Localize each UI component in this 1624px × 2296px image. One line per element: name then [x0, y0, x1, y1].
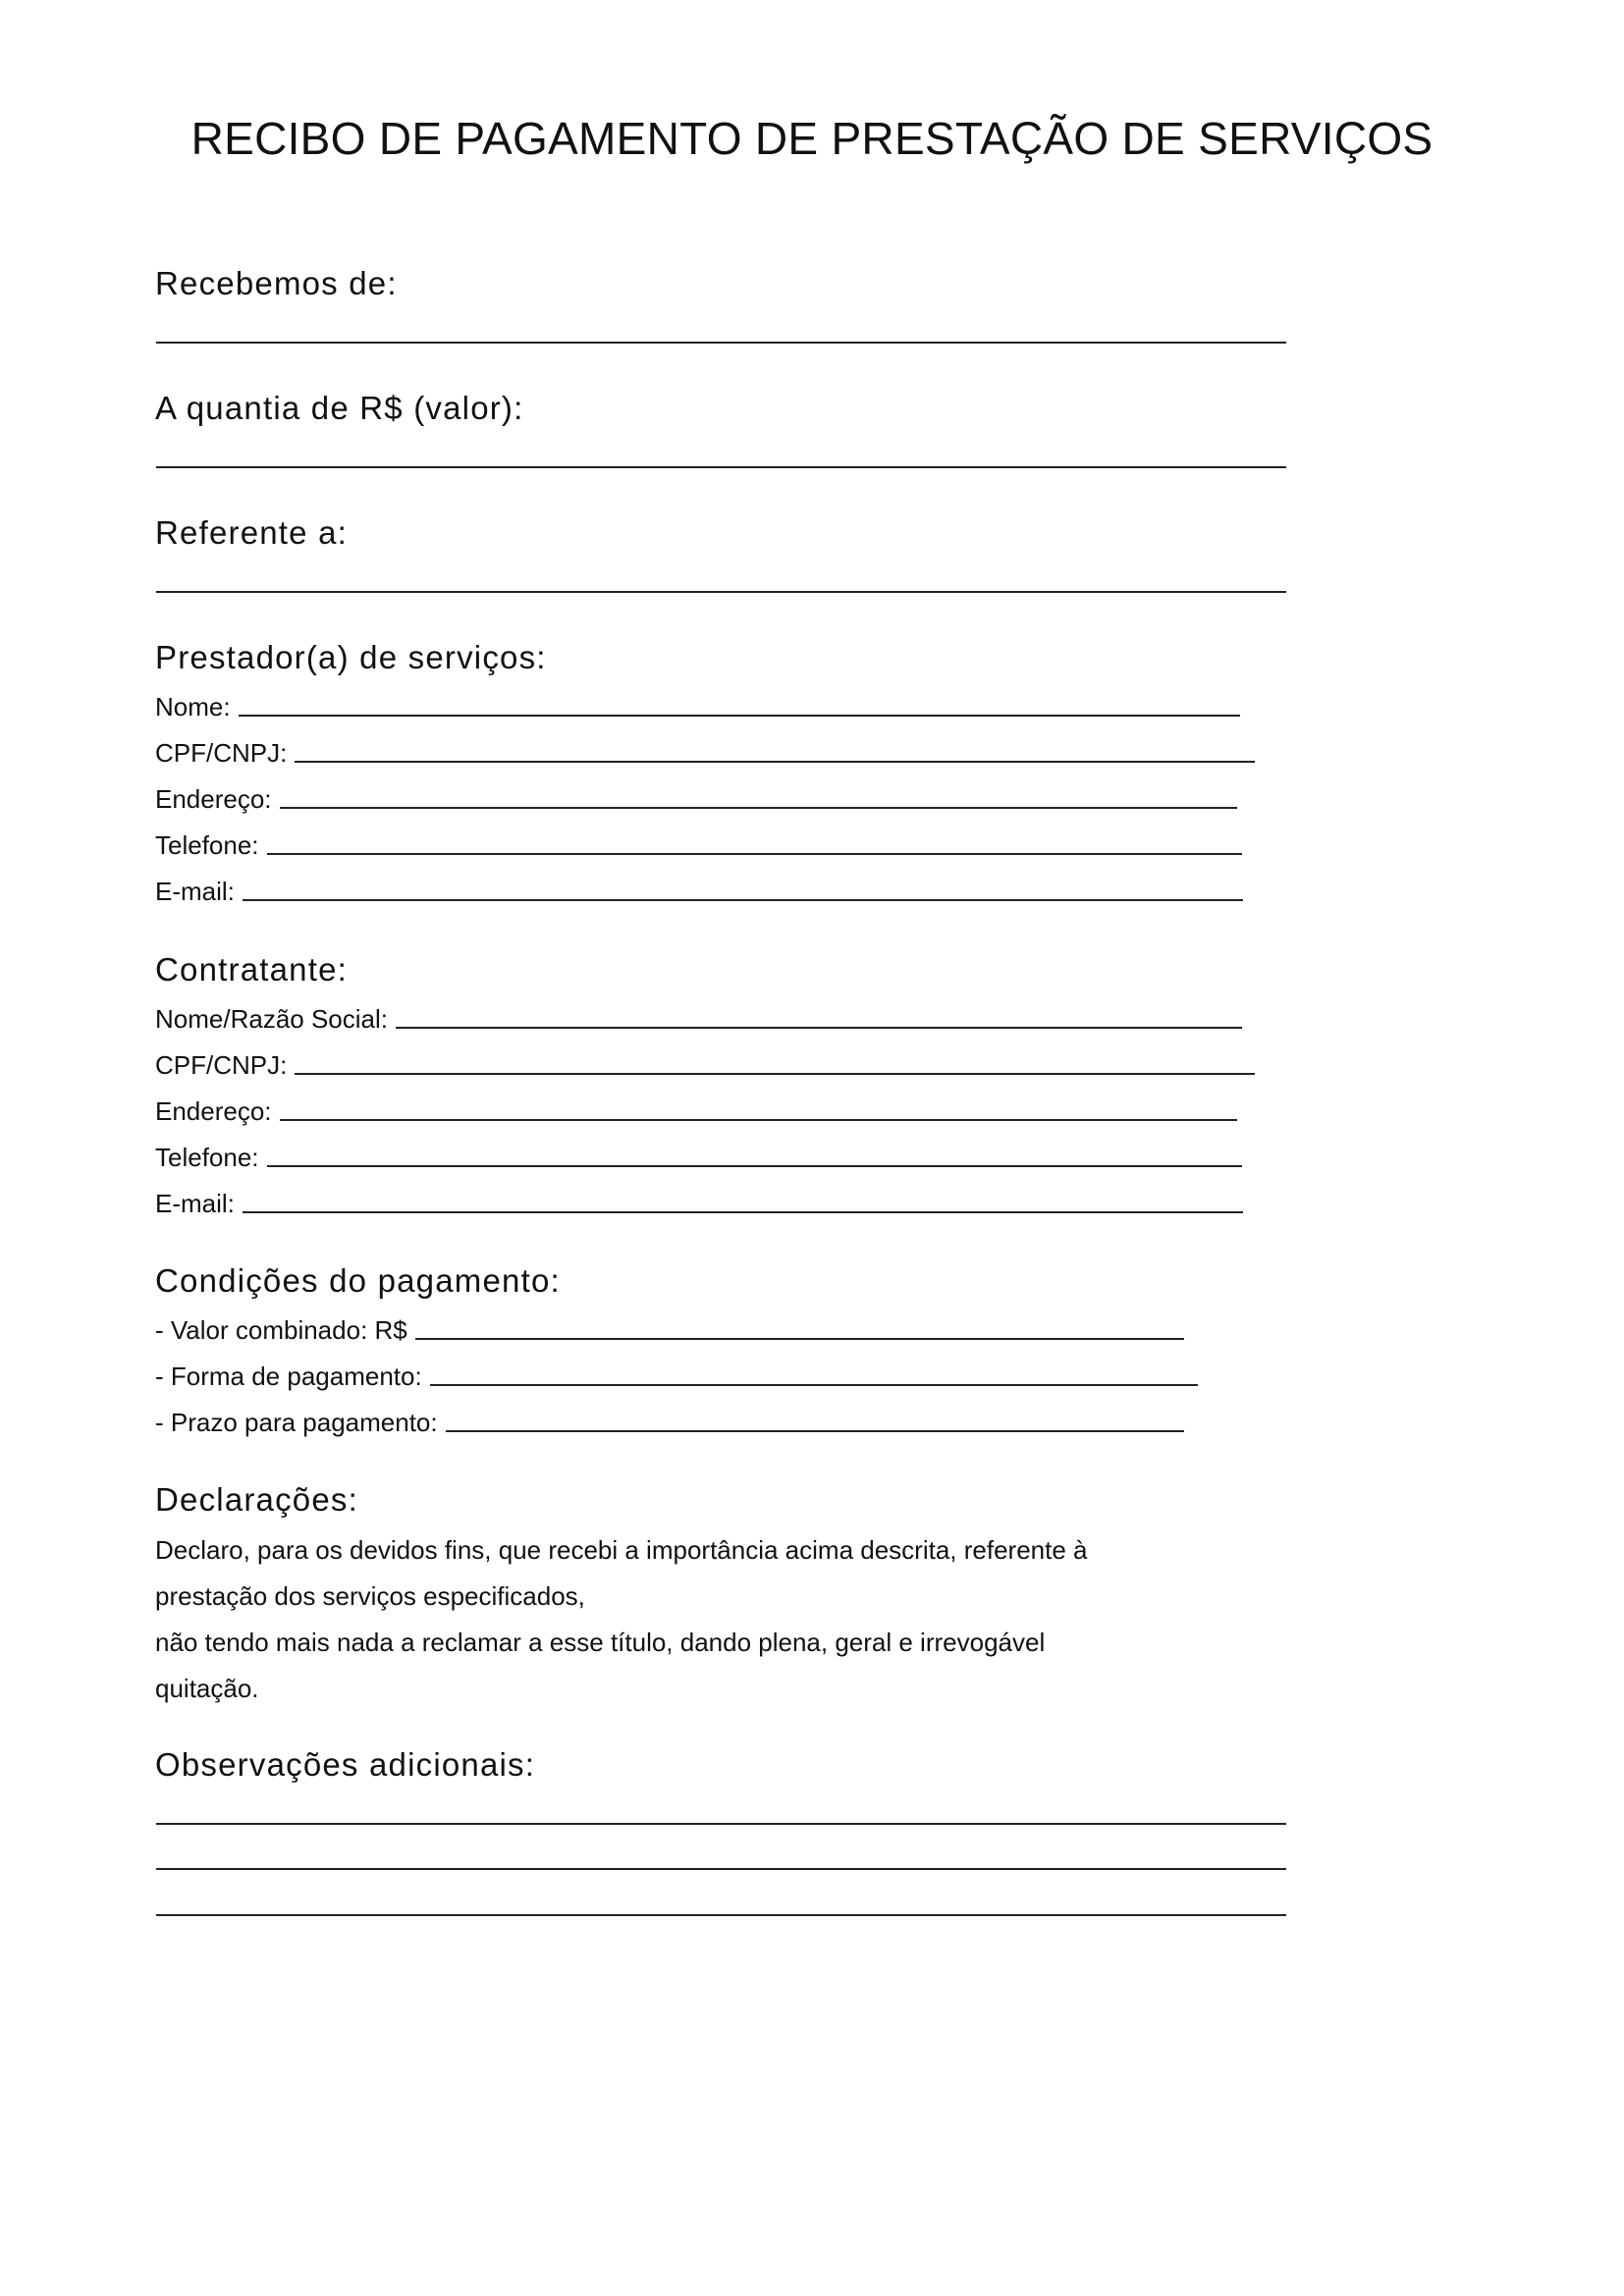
reference-line[interactable]: [156, 591, 1286, 593]
provider-cpf-label: CPF/CNPJ:: [155, 738, 288, 768]
provider-phone-field: [155, 828, 1242, 861]
provider-email-field: [155, 874, 1243, 907]
provider-name-line[interactable]: [239, 715, 1240, 717]
contractor-email-line[interactable]: [243, 1211, 1243, 1213]
declarations-heading: Declarações:: [155, 1481, 358, 1518]
provider-cpf-line[interactable]: [295, 761, 1255, 763]
contractor-name-label: Nome/Razão Social:: [155, 1004, 388, 1034]
declarations-text: [155, 1527, 1294, 1712]
agreed-value-label: - Valor combinado: R$: [155, 1315, 407, 1345]
amount-line[interactable]: [156, 466, 1286, 468]
payment-method-field: [155, 1359, 1198, 1392]
declarations-line: Declaro, para os devidos fins, que recebi a importância acima descrita, referente à: [155, 1535, 1088, 1565]
contractor-cpf-line[interactable]: [295, 1073, 1255, 1075]
provider-address-label: Endereço:: [155, 784, 272, 814]
document-title: RECIBO DE PAGAMENTO DE PRESTAÇÃO DE SERVIÇOS: [190, 113, 1434, 164]
payment-deadline-line[interactable]: [446, 1430, 1184, 1432]
contractor-cpf-label: CPF/CNPJ:: [155, 1050, 288, 1080]
contractor-name-line[interactable]: [396, 1027, 1242, 1029]
provider-cpf-field: [155, 735, 1255, 769]
agreed-value-field: [155, 1312, 1184, 1346]
contractor-email-field: [155, 1186, 1243, 1219]
provider-address-field: [155, 781, 1237, 815]
provider-email-line[interactable]: [243, 899, 1243, 901]
provider-phone-line[interactable]: [267, 853, 1242, 855]
contractor-email-label: E-mail:: [155, 1189, 235, 1218]
reference-label: Referente a:: [155, 514, 349, 551]
declarations-line: quitação.: [155, 1674, 259, 1703]
contractor-heading: Contratante:: [155, 951, 349, 988]
observations-line-2[interactable]: [156, 1868, 1286, 1870]
contractor-phone-field: [155, 1140, 1242, 1173]
received-from-line[interactable]: [156, 342, 1286, 344]
received-from-label: Recebemos de:: [155, 265, 398, 301]
amount-label: A quantia de R$ (valor):: [155, 390, 524, 426]
contractor-name-field: [155, 1001, 1242, 1035]
declarations-line: não tendo mais nada a reclamar a esse título, dando plena, geral e irrevogável: [155, 1628, 1046, 1657]
payment-method-line[interactable]: [430, 1384, 1198, 1386]
payment-conditions-heading: Condições do pagamento:: [155, 1262, 561, 1299]
declarations-line: prestação dos serviços especificados,: [155, 1581, 585, 1611]
observations-heading: Observações adicionais:: [155, 1746, 536, 1783]
provider-address-line[interactable]: [280, 807, 1237, 809]
payment-deadline-field: [155, 1405, 1184, 1438]
provider-email-label: E-mail:: [155, 877, 235, 906]
observations-line-1[interactable]: [156, 1823, 1286, 1825]
provider-name-field: [155, 689, 1240, 722]
contractor-phone-line[interactable]: [267, 1165, 1242, 1167]
payment-method-label: - Forma de pagamento:: [155, 1362, 422, 1391]
provider-name-label: Nome:: [155, 692, 231, 721]
contractor-address-line[interactable]: [280, 1119, 1237, 1121]
contractor-address-field: [155, 1094, 1237, 1127]
contractor-cpf-field: [155, 1047, 1255, 1081]
payment-deadline-label: - Prazo para pagamento:: [155, 1408, 438, 1437]
contractor-address-label: Endereço:: [155, 1096, 272, 1126]
provider-phone-label: Telefone:: [155, 830, 259, 860]
provider-heading: Prestador(a) de serviços:: [155, 639, 547, 675]
observations-line-3[interactable]: [156, 1914, 1286, 1916]
contractor-phone-label: Telefone:: [155, 1143, 259, 1172]
agreed-value-line[interactable]: [415, 1338, 1184, 1340]
